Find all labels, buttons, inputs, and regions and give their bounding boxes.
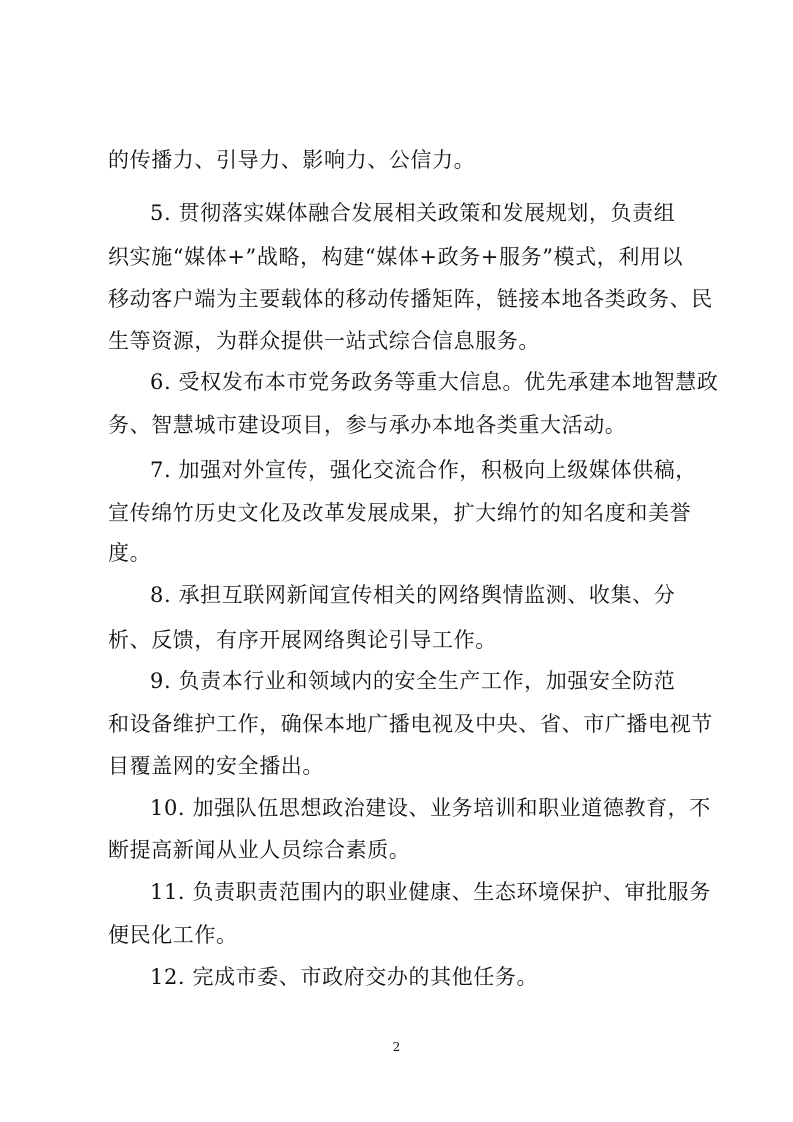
text-line: 10. 加强队伍思想政治建设、业务培训和职业道德教育，不	[150, 796, 711, 820]
text-line: 8. 承担互联网新闻宣传相关的网络舆情监测、收集、分	[150, 583, 676, 607]
text-line: 务、智慧城市建设项目，参与承办本地各类重大活动。	[108, 413, 627, 437]
text-line: 移动客户端为主要载体的移动传播矩阵，链接本地各类政务、民	[108, 287, 713, 311]
text-line: 的传播力、引导力、影响力、公信力。	[108, 148, 476, 172]
text-line: 织实施“媒体+”战略，构建“媒体+政务+服务”模式，利用以	[108, 245, 684, 269]
text-line: 7. 加强对外宣传，强化交流合作，积极向上级媒体供稿，	[150, 458, 697, 482]
text-line: 目覆盖网的安全播出。	[108, 754, 324, 778]
text-line: 12. 完成市委、市政府交办的其他任务。	[150, 965, 539, 989]
text-line: 断提高新闻从业人员综合素质。	[108, 838, 411, 862]
text-line: 宣传绵竹历史文化及改革发展成果，扩大绵竹的知名度和美誉	[108, 501, 692, 525]
page-number: 2	[392, 1040, 401, 1054]
text-line: 和设备维护工作，确保本地广播电视及中央、省、市广播电视节	[108, 712, 713, 736]
text-line: 生等资源，为群众提供一站式综合信息服务。	[108, 329, 540, 353]
text-line: 便民化工作。	[108, 923, 238, 947]
text-line: 11. 负责职责范围内的职业健康、生态环境保护、审批服务	[150, 880, 711, 904]
text-line: 度。	[108, 541, 152, 565]
text-line: 6. 受权发布本市党务政务等重大信息。优先承建本地智慧政	[150, 370, 719, 394]
text-line: 9. 负责本行业和领域内的安全生产工作，加强安全防范	[150, 669, 676, 693]
text-line: 5. 贯彻落实媒体融合发展相关政策和发展规划，负责组	[150, 201, 676, 225]
text-line: 析、反馈，有序开展网络舆论引导工作。	[108, 628, 497, 652]
